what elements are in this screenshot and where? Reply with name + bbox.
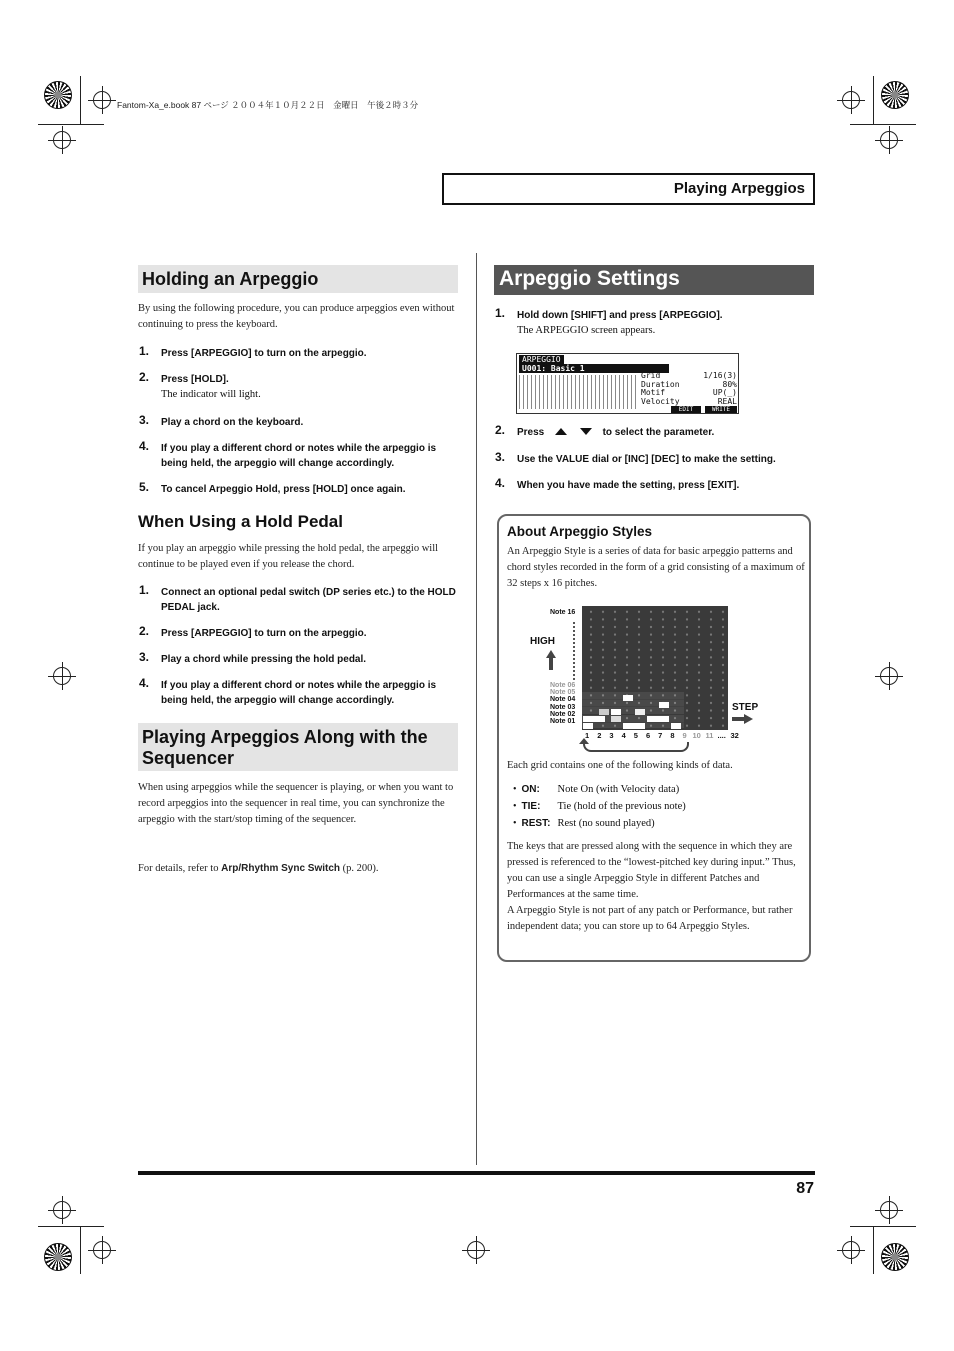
dotted-guide	[573, 622, 575, 680]
grid-cell-on	[583, 723, 593, 729]
section-title-pedal: When Using a Hold Pedal	[138, 512, 343, 531]
section-title-arpeggio-settings: Arpeggio Settings	[494, 265, 814, 295]
loop-arrow-icon	[583, 742, 689, 752]
crop-line	[38, 1226, 104, 1227]
lcd-row[interactable]: Grid 1/16(3)	[641, 371, 737, 380]
lcd-pattern-area	[519, 375, 637, 409]
sequencer-reference: For details, refer to Arp/Rhythm Sync Switch (p. 200).	[138, 863, 379, 874]
lcd-row[interactable]: Motif UP(_)	[641, 388, 737, 397]
cursor-down-icon	[580, 428, 592, 435]
lcd-write-button[interactable]: WRITE	[705, 406, 737, 413]
pedal-intro: If you play an arpeggio while pressing the hold pedal, the arpeggio will continue to be played even if you release the chord.	[138, 543, 439, 570]
crosshair-icon	[842, 91, 860, 109]
bullet-on: • ON: Note On (with Velocity data)	[513, 784, 680, 795]
grid-cell-on	[623, 723, 645, 729]
grid-cell-on	[659, 702, 669, 708]
bullet-rest: • REST: Rest (no sound played)	[513, 818, 655, 829]
about-paragraph-2: A Arpeggio Style is not part of any patch or Performance, but rather independent data; you can store up to 64 Arpeggio Styles.	[507, 905, 793, 932]
crop-line	[850, 124, 916, 125]
page-number: 87	[796, 1180, 814, 1197]
step-number: 1.	[139, 344, 150, 358]
high-arrow-icon	[546, 650, 556, 658]
about-arpeggio-styles-box	[497, 514, 811, 962]
settings-step-1	[495, 306, 812, 338]
diagram-step-numbers: 1 2 3 4 5 6 7 8 9 10 11 .... 32	[585, 731, 739, 740]
step-text: Play a chord on the keyboard.	[161, 417, 304, 428]
grid-cell-on	[583, 716, 605, 722]
step-number: 3.	[139, 650, 150, 664]
holding-step-2	[139, 370, 456, 402]
grid-cell-on	[647, 716, 669, 722]
step-text: When you have made the setting, press [EXIT].	[517, 480, 740, 491]
crosshair-icon	[467, 1241, 485, 1259]
crosshair-icon	[53, 1201, 71, 1219]
grid-cell-on	[611, 716, 621, 722]
diagram-high-label: HIGH	[530, 636, 555, 647]
section-title-sequencer: Playing Arpeggios Along with the Sequencer	[138, 723, 458, 771]
step-text: To cancel Arpeggio Hold, press [HOLD] once again.	[161, 484, 406, 495]
grid-cell-on	[671, 723, 681, 729]
lcd-row[interactable]: Velocity REAL	[641, 396, 737, 406]
step-number: 3.	[495, 450, 506, 464]
crop-line	[873, 1226, 874, 1274]
step-number: 4.	[495, 476, 506, 490]
grid-cell-on	[635, 709, 645, 715]
step-arrow-icon	[744, 714, 753, 724]
crosshair-icon	[53, 667, 71, 685]
settings-step-3	[495, 450, 812, 467]
crosshair-icon	[93, 91, 111, 109]
registration-mark-icon	[44, 81, 72, 109]
grid-cell-on	[611, 709, 621, 715]
step-text: Press [HOLD].	[161, 374, 229, 385]
diagram-step-label: STEP	[732, 702, 759, 713]
lcd-edit-button[interactable]: EDIT	[671, 406, 701, 413]
lcd-row[interactable]: Duration 80%	[641, 379, 737, 389]
diagram-note-labels: Note 06 Note 05 Note 04 Note 03 Note 02 Note 01	[550, 682, 576, 726]
lcd-tab: ARPEGGIO	[519, 355, 564, 364]
arpeggio-grid	[582, 606, 728, 730]
step-subtext: The ARPEGGIO screen appears.	[517, 325, 656, 336]
pedal-step-4	[139, 676, 456, 708]
cursor-up-icon	[555, 428, 567, 435]
high-arrow-shaft	[549, 658, 553, 670]
pedal-step-1	[139, 583, 456, 615]
crosshair-icon	[880, 1201, 898, 1219]
running-head: Playing Arpeggios	[673, 180, 805, 197]
step-text: to select the parameter.	[602, 427, 715, 438]
about-paragraph-1: The keys that are pressed along with the sequence in which they are pressed is referenced to the “lowest-pitched key during input.” Thus, you can use a single Arpeggio Style in different Patches and Performances at the same time.	[507, 841, 796, 900]
step-text: Connect an optional pedal switch (DP series etc.) to the HOLD PEDAL jack.	[161, 587, 456, 613]
footer-rule	[138, 1171, 815, 1175]
diagram-note16-label: Note 16	[550, 609, 576, 616]
step-text: If you play a different chord or notes while the arpeggio is being held, the arpeggio will change accordingly.	[161, 443, 437, 469]
crop-line	[873, 76, 874, 124]
crop-line	[80, 1226, 81, 1274]
holding-step-4	[139, 439, 456, 471]
grid-cell-on	[599, 709, 609, 715]
each-grid-text: Each grid contains one of the following kinds of data.	[507, 760, 733, 771]
step-text: Use the VALUE dial or [INC] [DEC] to make the setting.	[517, 454, 776, 465]
holding-step-5	[139, 480, 456, 497]
grid-cell-on	[623, 695, 633, 701]
step-subtext: The indicator will light.	[161, 389, 261, 400]
pedal-step-2	[139, 624, 456, 641]
settings-step-4	[495, 476, 812, 493]
step-number: 4.	[139, 439, 150, 453]
loop-arrow-head	[579, 738, 589, 744]
step-text: Hold down [SHIFT] and press [ARPEGGIO].	[517, 310, 723, 321]
crop-line	[80, 76, 81, 124]
running-head-box	[442, 173, 815, 205]
settings-step-2	[495, 423, 812, 440]
crosshair-icon	[880, 667, 898, 685]
lcd-patch-name: U001: Basic 1	[519, 364, 669, 373]
about-title: About Arpeggio Styles	[507, 524, 653, 539]
section-title-holding: Holding an Arpeggio	[138, 265, 458, 293]
crosshair-icon	[842, 1241, 860, 1259]
step-number: 3.	[139, 413, 150, 427]
sequencer-intro: When using arpeggios while the sequencer is playing, or when you want to record arpeggios into the sequencer in real time, you can synchronize the arpeggio with the start/stop timing of the sequencer.	[138, 782, 454, 825]
step-number: 4.	[139, 676, 150, 690]
registration-mark-icon	[44, 1243, 72, 1271]
step-number: 1.	[139, 583, 150, 597]
registration-mark-icon	[881, 81, 909, 109]
lcd-screen	[516, 353, 739, 414]
holding-step-1	[139, 344, 456, 361]
crop-line	[850, 1226, 916, 1227]
step-text: Press [ARPEGGIO] to turn on the arpeggio.	[161, 348, 367, 359]
column-divider	[476, 253, 477, 1165]
print-header: Fantom-Xa_e.book 87 ページ ２００４年１０月２２日 金曜日 午後２時３分	[117, 100, 419, 110]
step-arrow-shaft	[732, 717, 744, 721]
about-intro: An Arpeggio Style is a series of data for basic arpeggio patterns and chord styles recorded in the form of a grid consisting of a maximum of 32 steps x 16 pitches.	[507, 546, 805, 589]
step-text: Press	[517, 427, 545, 438]
step-number: 5.	[139, 480, 150, 494]
step-text: If you play a different chord or notes while the arpeggio is being held, the arpeggio will change accordingly.	[161, 680, 437, 706]
crosshair-icon	[93, 1241, 111, 1259]
step-text: Play a chord while pressing the hold pedal.	[161, 654, 367, 665]
holding-step-3	[139, 413, 456, 430]
crop-line	[38, 124, 104, 125]
reference-link[interactable]: Arp/Rhythm Sync Switch	[221, 863, 341, 874]
pedal-step-3	[139, 650, 456, 667]
crosshair-icon	[880, 131, 898, 149]
step-number: 2.	[495, 423, 506, 437]
step-number: 1.	[495, 306, 506, 320]
bullet-tie: • TIE: Tie (hold of the previous note)	[513, 801, 686, 812]
crosshair-icon	[53, 131, 71, 149]
step-text: Press [ARPEGGIO] to turn on the arpeggio.	[161, 628, 367, 639]
holding-intro: By using the following procedure, you can produce arpeggios even without continuing to press the keyboard.	[138, 303, 455, 330]
step-number: 2.	[139, 370, 150, 384]
step-number: 2.	[139, 624, 150, 638]
lcd-param-list	[641, 372, 737, 406]
registration-mark-icon	[881, 1243, 909, 1271]
